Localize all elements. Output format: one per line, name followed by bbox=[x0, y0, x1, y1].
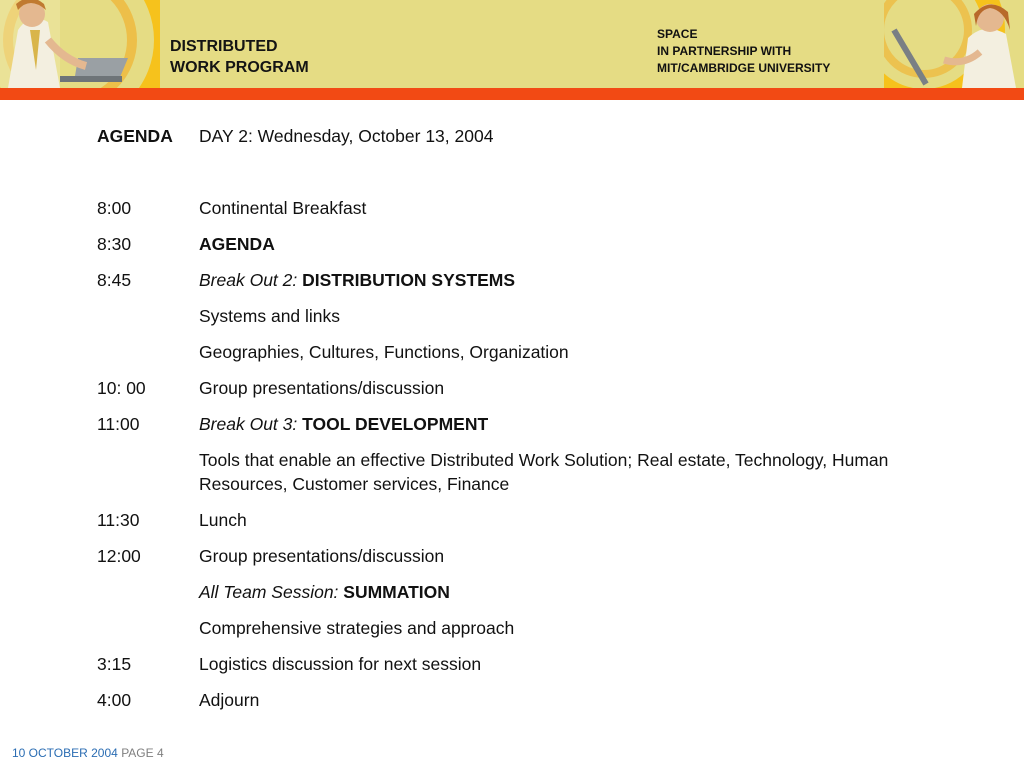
agenda-row bbox=[97, 448, 927, 496]
agenda-session-title: AGENDA bbox=[199, 234, 275, 254]
agenda-time bbox=[97, 616, 199, 640]
header-stripe bbox=[0, 88, 1024, 100]
agenda bbox=[97, 124, 927, 724]
agenda-description bbox=[199, 652, 927, 676]
program-title-line1: DISTRIBUTED bbox=[170, 38, 278, 55]
agenda-time: 8:45 bbox=[97, 270, 132, 290]
agenda-session-label: All Team Session: bbox=[199, 582, 339, 602]
footer-page: PAGE 4 bbox=[121, 746, 164, 760]
agenda-time bbox=[97, 580, 199, 604]
agenda-row bbox=[97, 652, 927, 676]
agenda-time: 8:30 bbox=[97, 234, 132, 254]
agenda-time: 11:30 bbox=[97, 510, 140, 530]
agenda-description bbox=[199, 376, 927, 400]
agenda-row bbox=[97, 340, 927, 364]
agenda-time: 8:00 bbox=[97, 198, 132, 218]
agenda-row bbox=[97, 544, 927, 568]
agenda-description bbox=[199, 304, 927, 328]
agenda-description bbox=[199, 688, 927, 712]
agenda-item-text: Continental Breakfast bbox=[199, 198, 367, 218]
agenda-row bbox=[97, 688, 927, 712]
agenda-item-text: Adjourn bbox=[199, 690, 260, 710]
agenda-list bbox=[97, 196, 927, 712]
agenda-time: 10: 00 bbox=[97, 378, 146, 398]
agenda-item-text: Lunch bbox=[199, 510, 247, 530]
agenda-row bbox=[97, 268, 927, 292]
agenda-session-label: Break Out 3: bbox=[199, 414, 298, 434]
agenda-description bbox=[199, 544, 927, 568]
partner-block bbox=[657, 26, 897, 77]
agenda-session-title: TOOL DEVELOPMENT bbox=[302, 414, 489, 434]
right-illustration bbox=[884, 0, 1024, 88]
agenda-row bbox=[97, 304, 927, 328]
partner-line3: MIT/CAMBRIDGE UNIVERSITY bbox=[657, 61, 831, 75]
partner-line2: IN PARTNERSHIP WITH bbox=[657, 44, 792, 58]
partner-line1: SPACE bbox=[657, 27, 698, 41]
agenda-description bbox=[199, 412, 927, 436]
agenda-row bbox=[97, 508, 927, 532]
footer bbox=[12, 745, 164, 761]
agenda-time bbox=[97, 448, 199, 496]
agenda-time: 12:00 bbox=[97, 546, 141, 566]
agenda-description bbox=[199, 232, 927, 256]
agenda-description bbox=[199, 448, 927, 496]
agenda-heading-day: DAY 2: Wednesday, October 13, 2004 bbox=[199, 126, 494, 146]
agenda-row bbox=[97, 196, 927, 220]
agenda-time bbox=[97, 340, 199, 364]
agenda-description bbox=[199, 616, 927, 640]
agenda-session-label: Break Out 2: bbox=[199, 270, 298, 290]
agenda-item-text: Geographies, Cultures, Functions, Organization bbox=[199, 342, 569, 362]
program-title-line2: WORK PROGRAM bbox=[170, 59, 309, 76]
agenda-description bbox=[199, 340, 927, 364]
agenda-heading bbox=[97, 124, 927, 148]
left-illustration bbox=[0, 0, 160, 88]
agenda-row bbox=[97, 616, 927, 640]
agenda-item-text: Systems and links bbox=[199, 306, 341, 326]
agenda-description bbox=[199, 580, 927, 604]
agenda-item-text: Group presentations/discussion bbox=[199, 546, 445, 566]
agenda-heading-label: AGENDA bbox=[97, 126, 173, 146]
agenda-session-title: DISTRIBUTION SYSTEMS bbox=[302, 270, 516, 290]
program-title bbox=[170, 36, 390, 78]
agenda-item-text: Logistics discussion for next session bbox=[199, 654, 482, 674]
agenda-description bbox=[199, 196, 927, 220]
agenda-description bbox=[199, 268, 927, 292]
agenda-row bbox=[97, 412, 927, 436]
agenda-row bbox=[97, 376, 927, 400]
agenda-row bbox=[97, 580, 927, 604]
agenda-time: 3:15 bbox=[97, 654, 132, 674]
header-banner bbox=[0, 0, 1024, 88]
agenda-session-title: SUMMATION bbox=[343, 582, 450, 602]
agenda-time bbox=[97, 304, 199, 328]
agenda-item-text: Comprehensive strategies and approach bbox=[199, 618, 515, 638]
agenda-row bbox=[97, 232, 927, 256]
agenda-item-text: Tools that enable an effective Distributed Work Solution; Real estate, Technology, Human Resources, Customer services, Finance bbox=[199, 450, 889, 494]
agenda-description bbox=[199, 508, 927, 532]
agenda-time: 4:00 bbox=[97, 690, 132, 710]
footer-date: 10 OCTOBER 2004 bbox=[12, 746, 118, 760]
agenda-item-text: Group presentations/discussion bbox=[199, 378, 445, 398]
agenda-time: 11:00 bbox=[97, 414, 140, 434]
